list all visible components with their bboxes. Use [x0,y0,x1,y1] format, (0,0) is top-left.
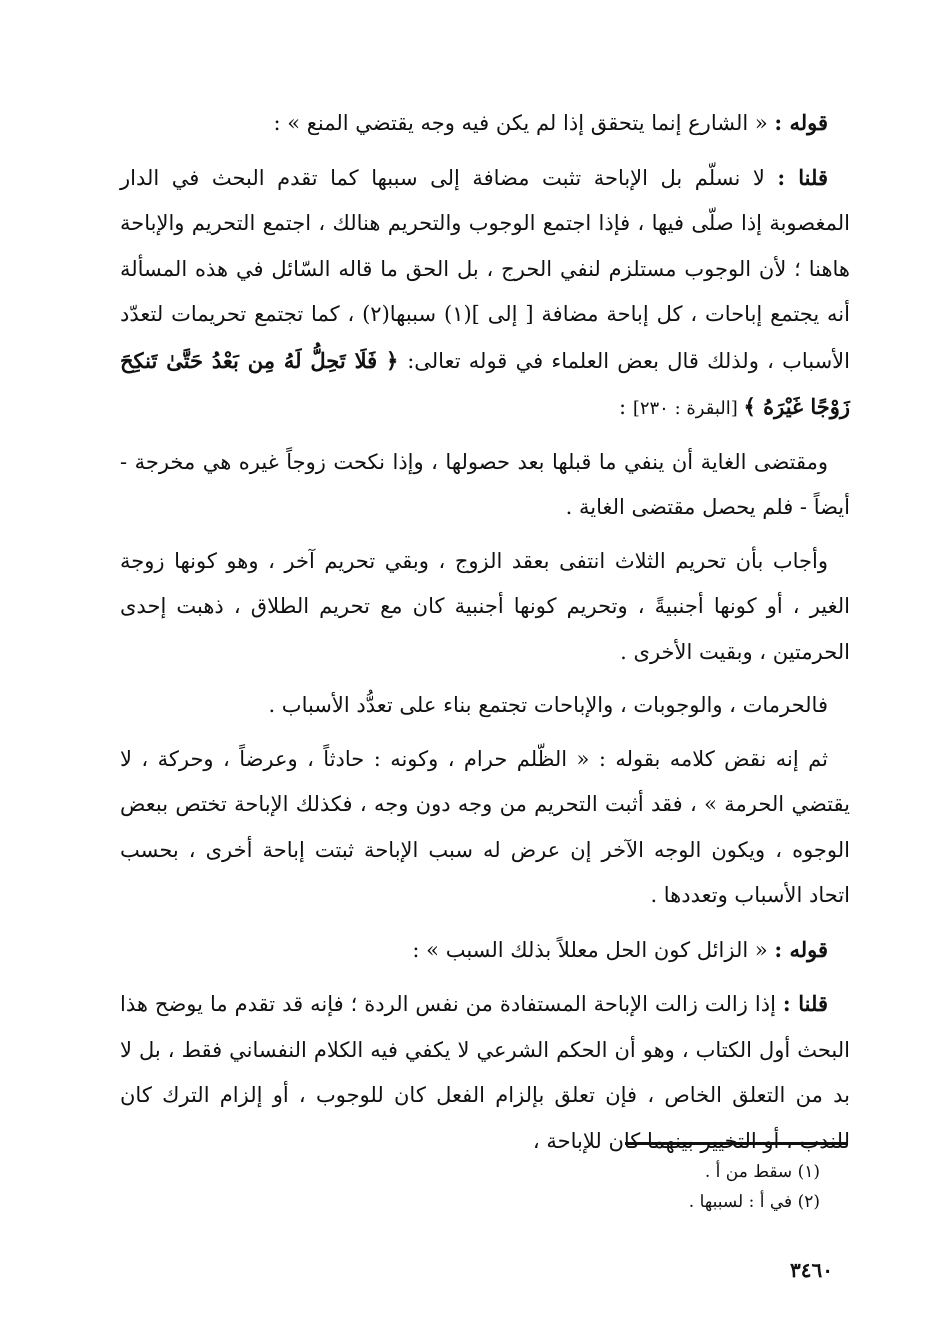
paragraph-5 [120,683,850,729]
paragraph-text: « الزائل كون الحل معللاً بذلك السبب » : [412,937,775,962]
paragraph-2 [120,155,850,432]
paragraph-text: ثم إنه نقض كلامه بقوله : « الظّلم حرام ، وكونه : حادثاً ، وعرضاً ، وحركة ، لا يقتضي الحرمة » ، فقد أثبت التحريم من وجه دون وجه ، فكذلك الإباحة تختص ببعض الوجوه ، ويكون الوجه الآخر إن عرض له سبب الإباحة ثبتت إباحة أخرى ، بحسب اتحاد الأسباب وتعددها . [120,746,850,907]
footnote-2: (٢) في أ : لسببها . [688,1192,820,1212]
paragraph-1 [120,100,850,147]
verse-citation: [البقرة : ٢٣٠] [632,398,744,419]
paragraph-text: وأجاب بأن تحريم الثلاث انتفى بعقد الزوج ، وبقي تحريم آخر ، وهو كونها زوجة الغير ، أو كونها أجنبيةً ، وتحريم كونها أجنبية كان مع تحريم الطلاق ، ذهبت إحدى الحرمتين ، وبقيت الأخرى . [120,548,850,664]
paragraph-lead: قلنا : [777,164,829,190]
paragraph-lead: قلنا : [782,991,828,1016]
footnote-divider [625,1142,848,1145]
footnote-1: (١) سقط من أ . [704,1162,820,1182]
paragraph-text: « الشارع إنما يتحقق إذا لم يكن فيه وجه يقتضي المنع » : [273,111,775,135]
paragraph-7 [120,927,850,974]
paragraph-text: إذا زالت زالت الإباحة المستفادة من نفس الردة ؛ فإنه قد تقدم ما يوضح هذا البحث أول الكتاب ، وهو أن الحكم الشرعي لا يكفي فيه الكلام النفساني فقط ، بل لا بد من التعلق الخاص ، فإن تعلق بإلزام الفعل كان للوجوب ، أو إلزام الترك كان للندب ، أو التخيير بينهما كان للإباحة ، [120,992,850,1153]
paragraph-3 [120,440,850,531]
paragraph-text: لا نسلّم بل الإباحة تثبت مضافة إلى سببها كما تقدم البحث في الدار المغصوبة إذا صلّى فيها ، فإذا اجتمع الوجوب والتحريم هنالك ، اجتمع التحريم والإباحة هاهنا ؛ لأن الوجوب مستلزم لنفي الحرج ، بل الحق ما قاله السّائل في هذه المسألة أنه يجتمع إباحات ، كل إباحة مضافة [ إلى ](١) سببها(٢) ، كما تجتمع تحريمات لتعدّد الأسباب ، ولذلك قال بعض العلماء في قوله تعالى: [120,165,850,373]
quran-verse: ﴿ فَلَا تَحِلُّ لَهُ مِن بَعْدُ حَتَّىٰ تَنكِحَ زَوْجًا غَيْرَهُ ﴾ [120,347,850,419]
paragraph-6 [120,737,850,919]
page-number: ٣٤٦٠ [790,1258,833,1282]
paragraph-text: ومقتضى الغاية أن ينفي ما قبلها بعد حصولها ، وإذا نكحت زوجاً غيره هي مخرجة - أيضاً - فلم يحصل مقتضى الغاية . [120,449,850,519]
paragraph-tail: : [619,395,633,419]
paragraph-4 [120,539,850,676]
paragraph-lead: قوله : [774,936,828,962]
paragraph-lead: قوله : [774,110,828,135]
footnotes [520,1157,820,1217]
paragraph-text: فالحرمات ، والوجوبات ، والإباحات تجتمع بناء على تعدُّد الأسباب . [268,693,828,717]
paragraph-8 [120,981,850,1164]
main-text [120,100,850,1172]
